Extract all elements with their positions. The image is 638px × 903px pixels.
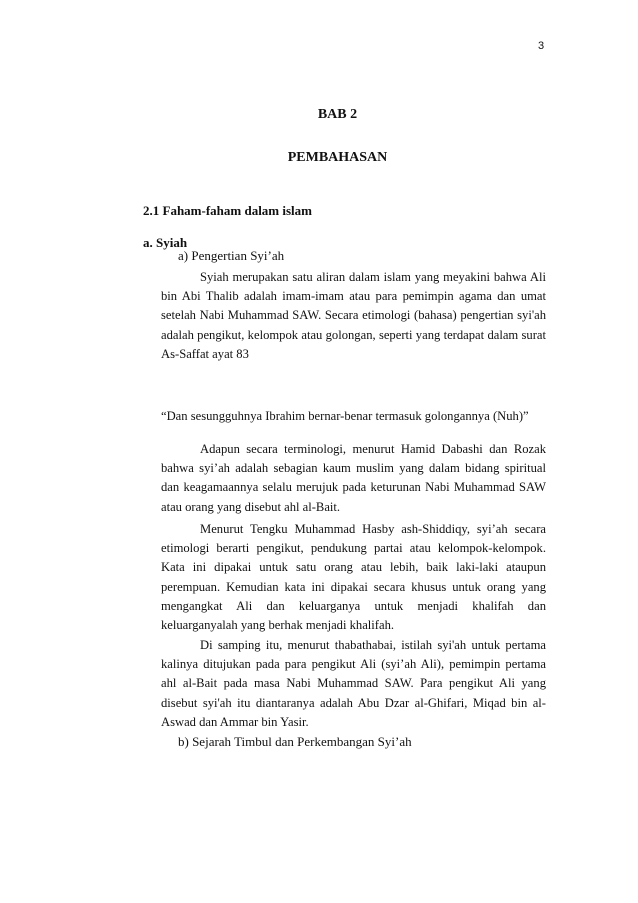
- section-heading: 2.1 Faham-faham dalam islam: [143, 203, 312, 218]
- paragraph-thabathabai: Di samping itu, menurut thabathabai, istilah syi'ah untuk pertama kalinya ditujukan pada para pengikut Ali (syi’ah Ali), pemimpin pertama ahl al-Bait pada masa Nabi Muhammad SAW. Para pengikut Ali yang disebut syi'ah itu diantaranya adalah Abu Dzar al-Ghifari, Miqad bin al-Aswad dan Ammar bin Yasir.: [161, 638, 546, 729]
- paragraph-hasby: Menurut Tengku Muhammad Hasby ash-Shiddiqy, syi’ah secara etimologi berarti pengikut, pendukung partai atau kelompok-kelompok. Kata ini dipakai untuk satu orang atau lebih, baik laki-laki ataupun perempuan. Kemudian kata ini dipakai secara khusus untuk orang yang mengangkat Ali dan keluarganya untuk menjadi khalifah dan keluarganyalah yang berhak menjadi khalifah.: [161, 522, 546, 633]
- sub-heading-sejarah: b) Sejarah Timbul dan Perkembangan Syi’ah: [178, 734, 412, 749]
- paragraph-definition: Syiah merupakan satu aliran dalam islam yang meyakini bahwa Ali bin Abi Thalib adalah imam-imam atau para pemimpin agama dan umat setelah Nabi Muhammad SAW. Secara etimologi (bahasa) pengertian syi'ah adalah pengikut, kelompok atau golongan, seperti yang terdapat dalam surat As-Saffat ayat 83: [161, 270, 546, 361]
- item-heading-syiah: a. Syiah: [143, 235, 188, 250]
- page-number: 3: [538, 40, 545, 52]
- chapter-title: BAB 2: [317, 107, 358, 122]
- quote-verse: “Dan sesungguhnya Ibrahim bernar-benar termasuk golongannya (Nuh)”: [161, 409, 529, 423]
- chapter-subtitle: PEMBAHASAN: [287, 150, 388, 165]
- sub-heading-pengertian: a) Pengertian Syi’ah: [178, 248, 285, 263]
- paragraph-terminology: Adapun secara terminologi, menurut Hamid Dabashi dan Rozak bahwa syi’ah adalah sebagian kaum muslim yang dalam bidang spiritual dan keagamaannya selalu merujuk pada keturunan Nabi Muhammad SAW atau orang yang disebut ahl al-Bait.: [161, 442, 546, 514]
